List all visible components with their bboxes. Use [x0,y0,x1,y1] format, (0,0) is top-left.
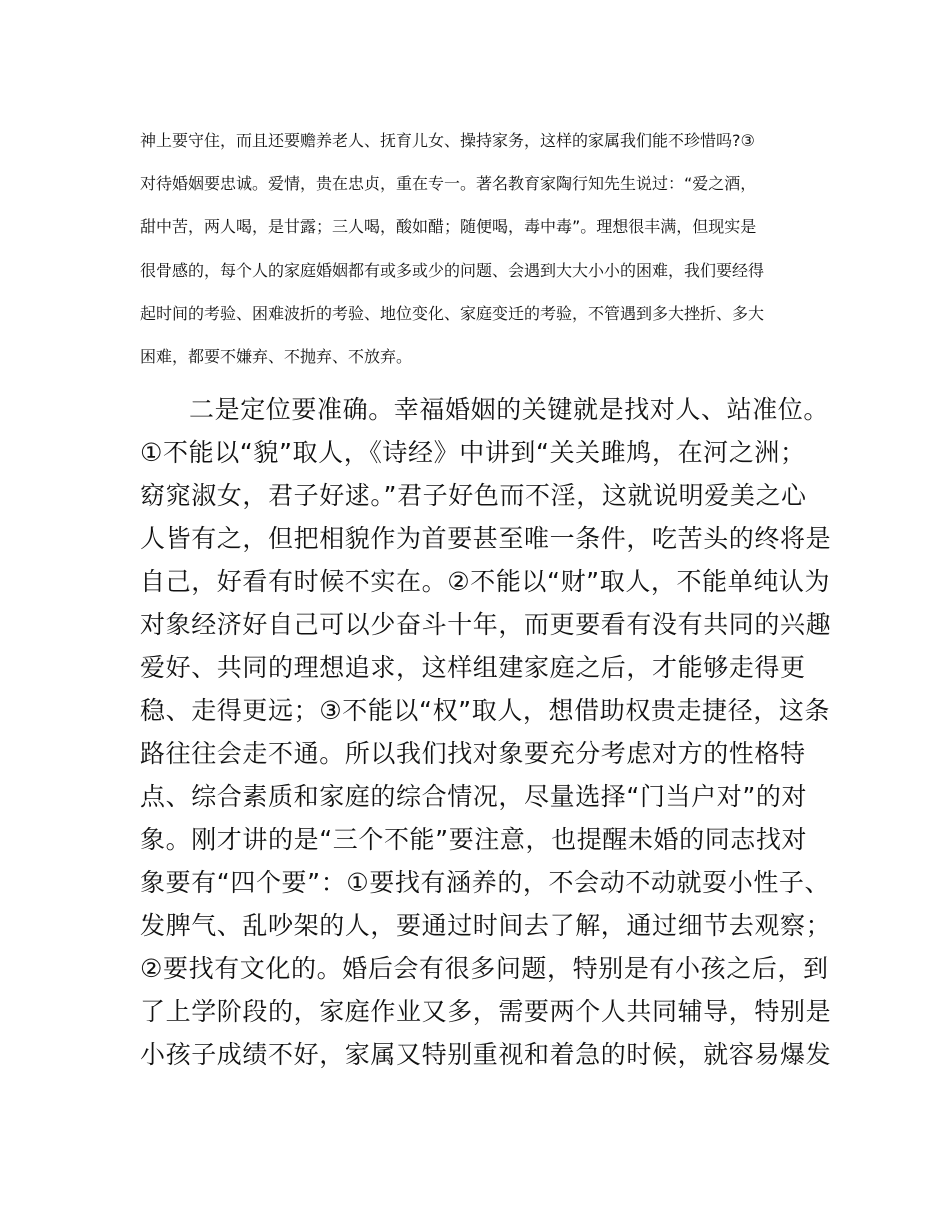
text-line: 困难，都要不嫌弃、不抛弃、不放弃。 [140,347,413,366]
text-line: 象。刚才讲的是“三个不能”要注意，也提醒未婚的同志找对 [140,825,808,854]
text-line: 了上学阶段的，家庭作业又多，需要两个人共同辅导，特别是 [140,997,832,1026]
text-line: 小孩子成绩不好，家属又特别重视和着急的时候，就容易爆发 [140,1040,832,1069]
text-line: 对象经济好自己可以少奋斗十年，而更要看有没有共同的兴趣 [140,610,832,639]
text-line: 神上要守住，而且还要赡养老人、抚育儿女、操持家务，这样的家属我们能不珍惜吗?③ [140,131,755,150]
text-line: 人皆有之，但把相貌作为首要甚至唯一条件，吃苦头的终将是 [140,524,832,553]
text-line: ②要找有文化的。婚后会有很多问题，特别是有小孩之后，到 [140,954,829,983]
text-line: 自己，好看有时候不实在。②不能以“财”取人，不能单纯认为 [140,567,831,596]
text-line: 对待婚姻要忠诚。爱情，贵在忠贞，重在专一。著名教育家陶行知先生说过：“爱之酒， [140,174,757,193]
text-line: 窈窕淑女，君子好逑。”君子好色而不淫，这就说明爱美之心 [140,481,807,510]
text-line: 甜中苦，两人喝，是甘露；三人喝，酸如醋；随便喝，毒中毒”。理想很丰满，但现实是 [140,217,757,236]
text-line: 稳、走得更远；③不能以“权”取人，想借助权贵走捷径，这条 [140,696,831,725]
text-line: 象要有“四个要”：①要找有涵养的，不会动不动就耍小性子、 [140,868,831,897]
text-line: 很骨感的，每个人的家庭婚姻都有或多或少的问题、会遇到大大小小的困难，我们要经得 [140,261,765,280]
text-line: 起时间的考验、困难波折的考验、地位变化、家庭变迁的考验，不管遇到多大挫折、多大 [140,304,765,323]
text-line: 爱好、共同的理想追求，这样组建家庭之后，才能够走得更 [140,653,806,682]
text-line: 二是定位要准确。幸福婚姻的关键就是找对人、站准位。 [189,395,830,424]
text-line: ①不能以“貌”取人，《诗经》中讲到“关关雎鸠，在河之洲； [140,438,806,467]
text-line: 路往往会走不通。所以我们找对象要充分考虑对方的性格特 [140,739,806,768]
text-line: 点、综合素质和家庭的综合情况，尽量选择“门当户对”的对 [140,782,808,811]
text-line: 发脾气、乱吵架的人，要通过时间去了解，通过细节去观察； [140,911,832,940]
